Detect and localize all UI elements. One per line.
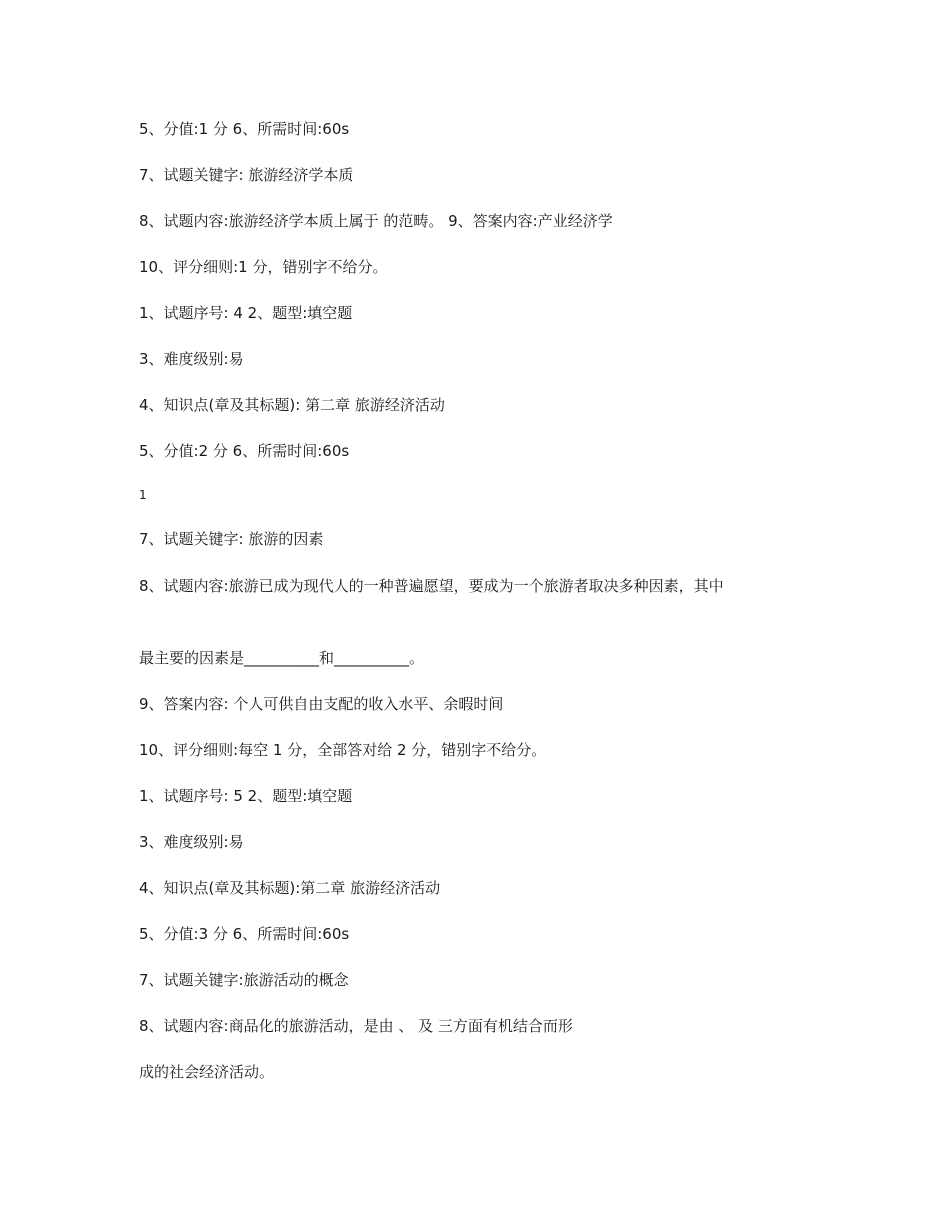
keyword-line-q5: 7、试题关键字:旅游活动的概念 <box>139 971 349 989</box>
difficulty-line-q5: 3、难度级别:易 <box>139 833 244 851</box>
scoring-rule-line-q3: 10、评分细则:1 分，错别字不给分。 <box>139 258 388 276</box>
keyword-line-q3: 7、试题关键字: 旅游经济学本质 <box>139 166 354 184</box>
knowledge-point-line-q5: 4、知识点(章及其标题):第二章 旅游经济活动 <box>139 879 441 897</box>
content-answer-line-q3: 8、试题内容:旅游经济学本质上属于 的范畴。 9、答案内容:产业经济学 <box>139 212 613 230</box>
knowledge-point-line-q4: 4、知识点(章及其标题): 第二章 旅游经济活动 <box>139 396 445 414</box>
score-time-line-q3: 5、分值:1 分 6、所需时间:60s <box>139 120 350 138</box>
difficulty-line-q4: 3、难度级别:易 <box>139 350 244 368</box>
page-number: 1 <box>139 488 147 502</box>
content-continuation-line-q5: 成的社会经济活动。 <box>139 1063 275 1081</box>
scoring-rule-line-q4: 10、评分细则:每空 1 分，全部答对给 2 分，错别字不给分。 <box>139 741 547 759</box>
content-line-q5: 8、试题内容:商品化的旅游活动，是由 、 及 三方面有机结合而形 <box>139 1017 573 1035</box>
question-number-line-q5: 1、试题序号: 5 2、题型:填空题 <box>139 787 353 805</box>
answer-line-q4: 9、答案内容: 个人可供自由支配的收入水平、余暇时间 <box>139 695 504 713</box>
score-time-line-q5: 5、分值:3 分 6、所需时间:60s <box>139 925 350 943</box>
score-time-line-q4: 5、分值:2 分 6、所需时间:60s <box>139 442 350 460</box>
content-continuation-line-q4: 最主要的因素是__________和__________。 <box>139 649 425 667</box>
keyword-line-q4: 7、试题关键字: 旅游的因素 <box>139 530 324 548</box>
question-number-line-q4: 1、试题序号: 4 2、题型:填空题 <box>139 304 353 322</box>
content-line-q4: 8、试题内容:旅游已成为现代人的一种普遍愿望，要成为一个旅游者取决多种因素，其中 <box>139 577 724 595</box>
